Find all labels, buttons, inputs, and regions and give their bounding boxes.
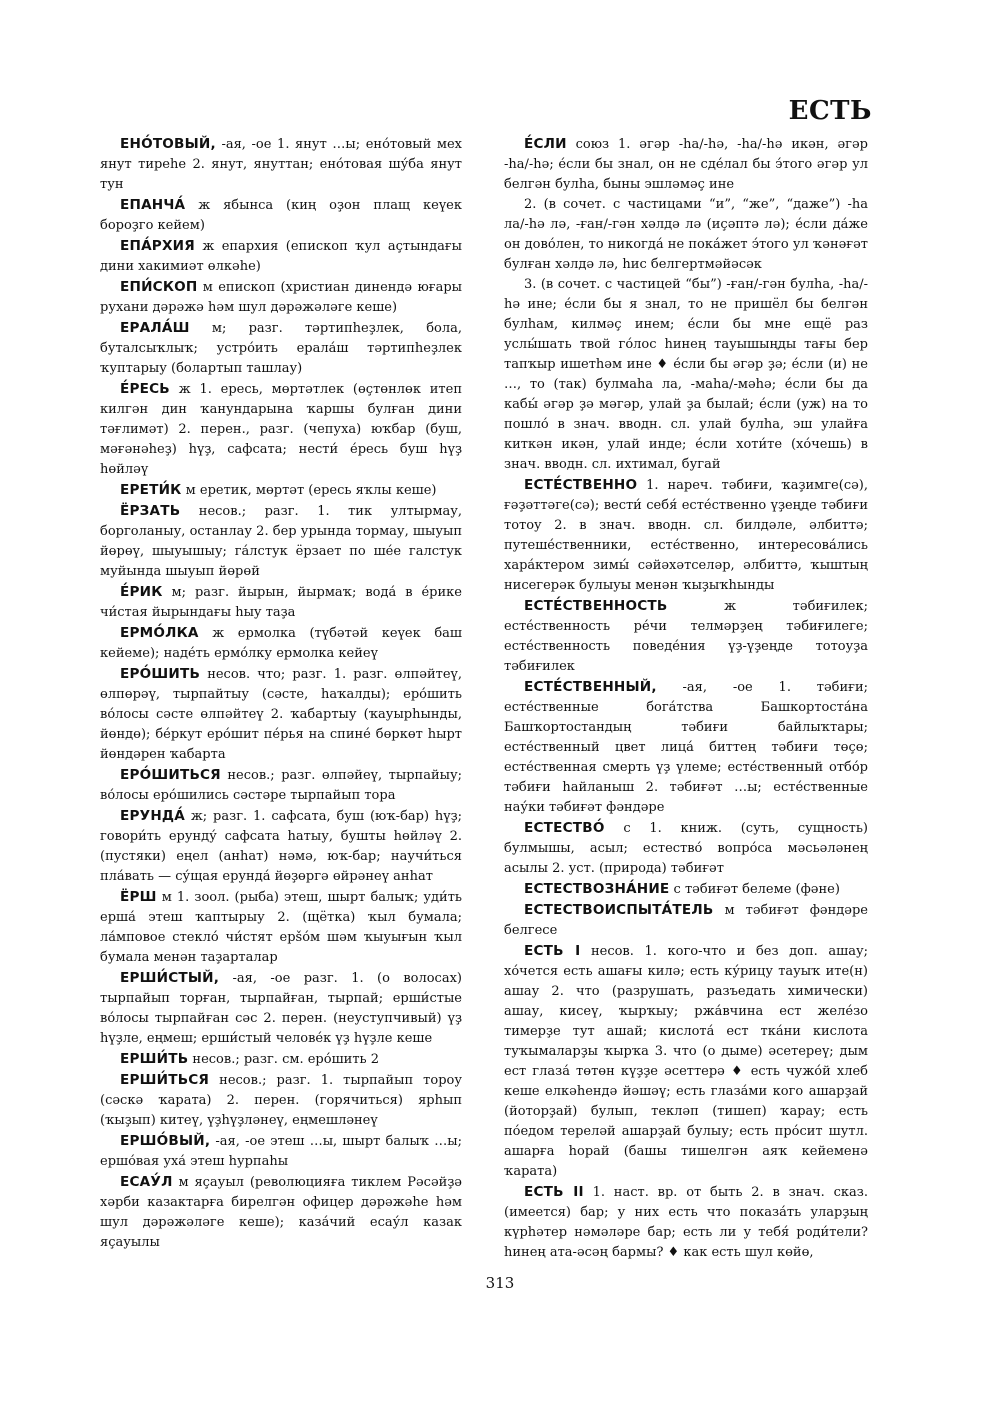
- entry-body: ж епархия (епископ ҡул аҫтындағы дини хакимиәт өлкәһе): [100, 239, 462, 274]
- entry-body: ж 1. ересь, мөртәтлек (өҫтөнлөк итеп килгән дин ҡанундарына ҡаршы булған дини тәғлимәт) 2. перен., разг. (чепуха) юҡбар (буш, мәғәнәһеҙ) һүҙ, сафсата; нести́ е́ресь буш һүҙ һөйләү: [100, 382, 462, 477]
- entry-body: м еретик, мөртәт (ересь яҡлы кеше): [185, 483, 437, 498]
- dictionary-entry: [504, 900, 868, 941]
- dictionary-entry: [100, 134, 462, 195]
- entry-headword: ЕРУНДА́: [120, 808, 185, 824]
- dictionary-entry: [100, 887, 462, 968]
- entry-headword: ЕСАУ́Л: [120, 1174, 173, 1190]
- entry-body: -ая, -ое разг. 1. (о волосах) тырпайып торған, тырпайған, тырпай; ерши́стые во́лосы тырпайған сәс 2. перен. (неуступчивый) үҙ һүҙле, еңмеш; ерши́стый челове́к үҙ һүҙле кеше: [100, 971, 462, 1046]
- dictionary-entry: [100, 664, 462, 765]
- dictionary-entry: [100, 1070, 462, 1131]
- entry-headword: ЕСТЕ́СТВЕННО: [524, 477, 638, 493]
- dictionary-entry: [100, 277, 462, 318]
- entry-headword: ЕРШИ́СТЫЙ,: [120, 970, 220, 986]
- dictionary-entry: [100, 806, 462, 887]
- entry-body: м; разг. йырын, йырмаҡ; вода́ в е́рике чи́стая йырындағы һыу таҙа: [100, 585, 462, 620]
- entry-headword: ЁРЗАТЬ: [120, 503, 181, 519]
- dictionary-entry: [100, 480, 462, 501]
- dictionary-entry: [100, 195, 462, 236]
- entry-body: несов. что; разг. 1. разг. өлпәйтеү, өлпөрәү, тырпайтыу (сәсте, һаҡалды); еро́шить во́лосы сәсте өлпәйтеү 2. ҡабартыу (ҡауырһынды, йөндө); бе́ркут еро́шит пе́рья на спине́ бөркөт һырт йөндәрен ҡабарта: [100, 667, 462, 762]
- entry-headword: ЕСТЕСТВОЗНА́НИЕ: [524, 881, 670, 897]
- left-column: [100, 134, 462, 1253]
- dictionary-entry: [100, 1131, 462, 1172]
- running-head: ЕСТЬ: [788, 96, 872, 126]
- entry-body: -ая, -ое 1. тәбиғи; есте́ственные бога́тства Башкортоста́на Башҡортостандың тәбиғи байлыҡтары; есте́ственный цвет лица́ биттең тәбиғи төҫө; есте́ственная смерть үҙ үлеме; есте́ственный отбо́р тәбиғи һайланыш 2. тәбиғәт …ы; есте́ственные нау́ки тәбиғәт фәндәре: [504, 680, 868, 815]
- dictionary-entry: [100, 968, 462, 1049]
- dictionary-entry: [504, 596, 868, 677]
- entry-body: м; разг. тәртипһеҙлек, бола, буталсыҡлыҡ; устро́ить ерала́ш тәртипһеҙлек ҡуптарыу (болартып ташлау): [100, 321, 462, 376]
- entry-headword: ЕСТЬ II: [524, 1184, 584, 1200]
- entry-headword: ЕПАНЧА́: [120, 197, 186, 213]
- entry-body: ж ермолка (түбәтәй кеүек баш кейеме); наде́ть ермо́лку ермолка кейеү: [100, 626, 462, 661]
- entry-headword: ЕРО́ШИТЬ: [120, 666, 201, 682]
- entry-body: -ая, -ое этеш …ы, шырт балыҡ …ы; ершо́вая уха́ этеш һурпаһы: [100, 1134, 462, 1169]
- dictionary-entry: [504, 475, 868, 596]
- dictionary-entry: [504, 1182, 868, 1263]
- entry-headword: ЕРАЛА́Ш: [120, 320, 190, 336]
- page-number: 313: [485, 1274, 515, 1292]
- entry-body: с тәбиғәт белеме (фәне): [673, 882, 840, 897]
- entry-headword: ЕПИ́СКОП: [120, 279, 198, 295]
- dictionary-entry: [100, 318, 462, 379]
- entry-body: м тәбиғәт фәндәре белгесе: [504, 903, 868, 938]
- entry-body: ж ябынса (киң оҙон плащ кеүек бороҙго кейем): [100, 198, 463, 233]
- entry-body: несов.; разг. 1. тырпайып тороу (сәскә ҡарата) 2. перен. (горячиться) ярһып (ҡыҙып) китеү, үҙһүҙләнеү, еңмешләнеү: [100, 1073, 462, 1128]
- entry-headword: ЕРШИ́ТЬ: [120, 1051, 189, 1067]
- entry-body: несов.; разг. өлпәйеү, тырпайыу; во́лосы еро́шились сәстәре тырпайып тора: [100, 768, 462, 803]
- dictionary-entry: [100, 501, 462, 582]
- entry-body: -ая, -ое 1. янут …ы; ено́товый мех янут тиреһе 2. янут, януттан; ено́товая шу́ба янут тун: [100, 137, 462, 192]
- entry-headword: ЕПА́РХИЯ: [120, 238, 195, 254]
- entry-body: м яҫауыл (революцияға тиклем Рәсәйҙә хәрби казактарға бирелгән офицер дәрәжәһе һәм шул дәрәжәләге кеше); каза́чий есау́л казак яҫауылы: [100, 1175, 462, 1250]
- entry-body: м 1. зоол. (рыба) этеш, шырт балыҡ; уди́ть ерша́ этеш ҡаптырыу 2. (щётка) ҡыл бумала; ла́мповое стекло́ чи́стят ерšо́м шәм ҡыуығын ҡыл бумала менән таҙарталар: [100, 890, 462, 965]
- entry-headword: ЕНО́ТОВЫЙ,: [120, 136, 216, 152]
- entry-body: несов.; разг. см. еро́шить 2: [192, 1052, 379, 1067]
- dictionary-entry: [504, 677, 868, 818]
- entry-body: несов. 1. кого-что и без доп. ашау; хо́чется есть ашағы килә; есть ку́рицу тауыҡ ите(н) ашау 2. что (разрушать, разъедать химически) ашау, кисеү, ҡырҡыу; ржа́вчина ест желе́зо тимерҙе тут ашай; кислота́ ест тка́ни кислота туҡымаларҙы ҡырҡа 3. что (о дыме) әсетереү; дым ест глаза́ төтөн күҙҙе әсеттерә ♦ есть чужо́й хлеб кеше елкәһендә йәшәү; есть глаза́ми кого ашарҙай (йоторҙай) булып, теклəп (тишеп) ҡарау; есть по́едом тереләй ашарҙай булыу; есть про́сит шутл. ашарға һорай (башы тишелгән аяҡ кейеменә ҡарата): [504, 944, 868, 1179]
- dictionary-entry: [504, 195, 868, 275]
- entry-body: с 1. книж. (суть, сущность) булмышы, асыл; естество́ вопро́са мәсьәләнең асылы 2. уст. (природа) тәбиғәт: [504, 821, 868, 876]
- right-column: [504, 134, 868, 1263]
- dictionary-entry: [100, 1172, 462, 1253]
- dictionary-entry: [100, 236, 462, 277]
- entry-body: союз 1. әгәр -һа/-һә, -һа/-һә икән, әгәр -һа/-һә; е́сли бы знал, он не сде́лал бы э́того әгәр ул белгән булһа, быны эшләмәҫ ине: [504, 137, 868, 192]
- entry-body: 1. наст. вр. от быть 2. в знач. сказ. (имеется) бар; у них есть что показа́ть уларҙың күрһәтер нәмәләре бар; есть ли у тебя́ роди́тели? һинең ата-әсәң бармы? ♦ как есть шул көйө,: [504, 1185, 868, 1260]
- entry-body: 1. нареч. тәбиғи, ҡаҙимге(сә), ғәҙәттәге(сә); вести́ себя́ есте́ственно үҙеңде тәбиғи тотоу 2. в знач. вводн. сл. билдәле, әлбиттә; путеше́ственники, есте́ственно, интересова́лись хара́ктером зимы́ сәйәхәтселәр, әлбиттә, ҡыштың нисегерәк булыуы менән ҡыҙыҡһынды: [504, 478, 868, 593]
- entry-headword: Е́РИК: [120, 584, 163, 600]
- dictionary-entry: [100, 765, 462, 806]
- entry-headword: Е́РЕСЬ: [120, 381, 170, 397]
- dictionary-entry: [100, 582, 462, 623]
- dictionary-entry: [100, 379, 462, 480]
- dictionary-entry: [100, 623, 462, 664]
- entry-body: несов.; разг. 1. тик ултырмау, борголаныу, останлау 2. бер урында тормау, шыуып йөрөү, шыуышыу; га́лстук ёрзает по ше́е галстук муйында шыуып йөрөй: [100, 504, 462, 579]
- dictionary-entry: [504, 134, 868, 195]
- dictionary-entry: [100, 1049, 462, 1070]
- dictionary-entry: [504, 879, 868, 900]
- entry-headword: ЕСТЬ I: [524, 943, 581, 959]
- entry-headword: ЕСТЕСТВОИСПЫТА́ТЕЛЬ: [524, 902, 714, 918]
- entry-body: 2. (в сочет. с частицами “и”, “же”, “даже”) -һа ла/-һә лә, -ған/-гән хәлдә лә (иҫәптә лә); е́сли да́же он дово́лен, то никогда́ не пока́жет э́того ул ҡәнәғәт булған хәлдә лә, һис белгертмәйәсәк: [504, 197, 868, 272]
- entry-headword: Е́СЛИ: [524, 136, 567, 152]
- dictionary-entry: [504, 941, 868, 1182]
- entry-headword: ЕРМО́ЛКА: [120, 625, 199, 641]
- entry-body: ж; разг. 1. сафсата, буш (юҡ-бар) һүҙ; говори́ть ерунду́ сафсата һатыу, бушты һөйләү 2. (пустяки) еңел (анһат) нәмә, юҡ-бар; научи́ться пла́вать — су́щая ерунда́ йөҙөргә өйрәнеү анһат: [100, 809, 462, 884]
- dictionary-entry: [504, 275, 868, 475]
- entry-headword: ЕРШИ́ТЬСЯ: [120, 1072, 210, 1088]
- entry-body: 3. (в сочет. с частицей “бы”) -ған/-гән булһа, -һа/-һә ине; е́сли бы я знал, то не пришёл бы белгән булһам, килмәҫ инем; е́сли бы мне ещё раз услы́шать твой го́лос һинең тауышыңды тағы бер тапҡыр ишетһәм ине ♦ е́сли бы әгәр ҙә; е́сли (и) не …, то (так) булмаһа ла, -маһа/-мәһә; е́сли бы да кабы́ әгәр ҙә мәгәр, улай ҙа былай; е́сли (уж) на то пошло́ в знач. вводн. сл. улай булһа, эш улайға киткән икән, улай инде; е́сли хоти́те (хо́чешь) в знач. вводн. сл. ихтимал, бугай: [504, 277, 868, 472]
- entry-headword: ЕСТЕ́СТВЕННОСТЬ: [524, 598, 668, 614]
- entry-headword: ЕРЕТИ́К: [120, 482, 182, 498]
- entry-headword: ЕРШО́ВЫЙ,: [120, 1133, 211, 1149]
- dictionary-entry: [504, 818, 868, 879]
- entry-headword: ЁРШ: [120, 889, 157, 905]
- entry-body: ж тәбиғилек; есте́ственность ре́чи телмәрҙең тәбиғилеге; есте́ственность поведе́ния үҙ-үҙеңде тотоуҙа тәбиғилек: [504, 599, 868, 674]
- entry-headword: ЕСТЕ́СТВЕННЫЙ,: [524, 679, 657, 695]
- entry-headword: ЕРО́ШИТЬСЯ: [120, 767, 221, 783]
- entry-headword: ЕСТЕСТВО́: [524, 820, 605, 836]
- entry-body: м епископ (христиан динендә юғары рухани дәрәжә һәм шул дәрәжәләге кеше): [100, 280, 462, 315]
